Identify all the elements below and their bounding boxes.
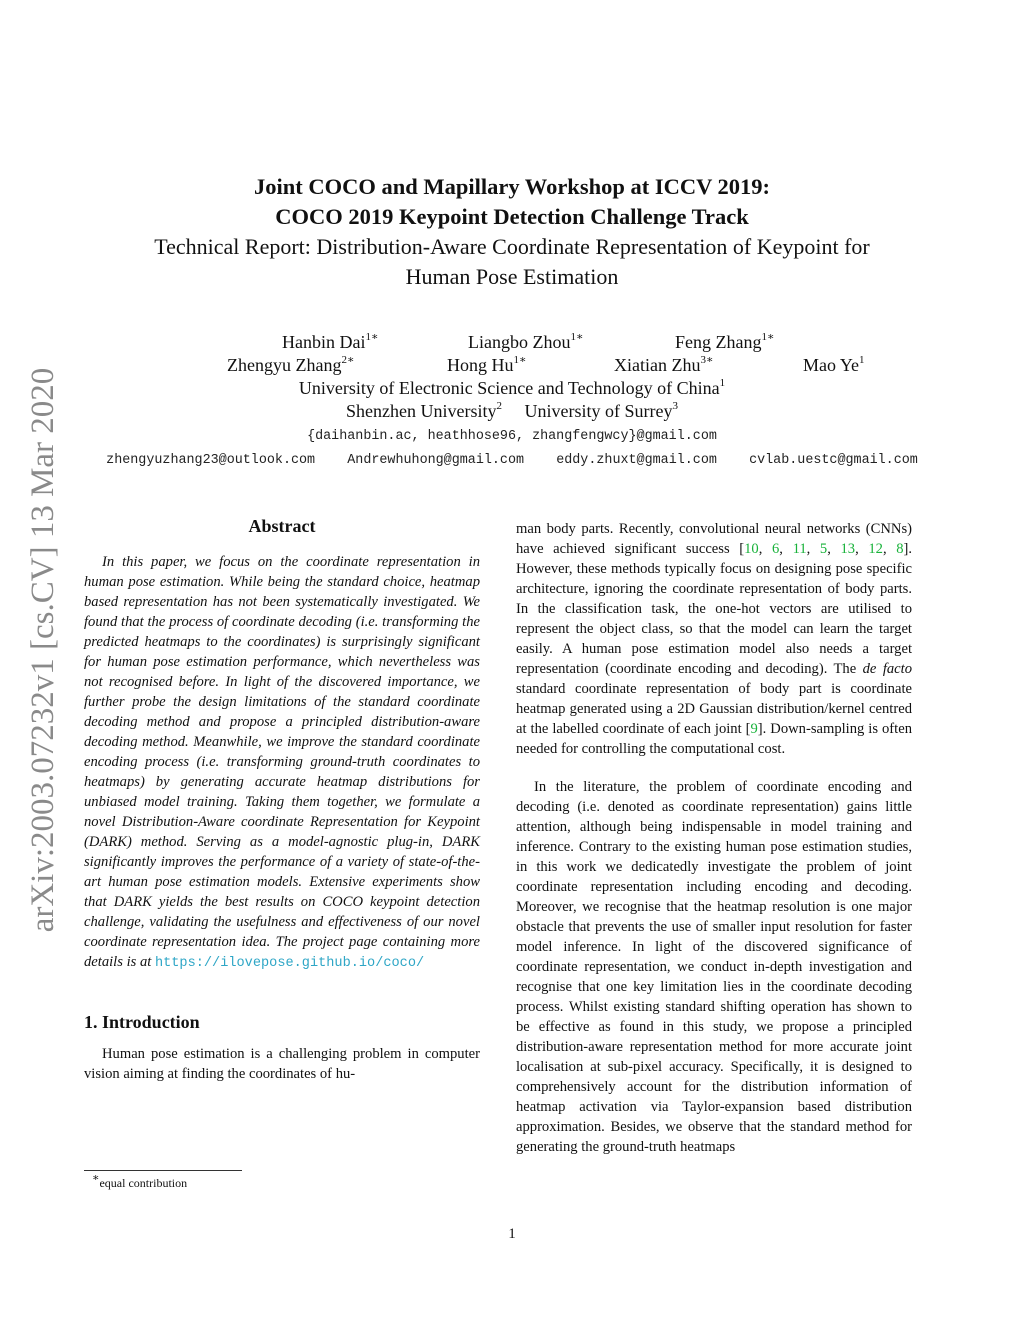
citation[interactable]: 9: [750, 721, 758, 737]
citation[interactable]: 5: [819, 541, 828, 557]
email: zhengyuzhang23@outlook.com: [106, 453, 316, 468]
left-column: [84, 516, 480, 1084]
literature-paragraph: In the literature, the problem of coordinate encoding and decoding (i.e. denoted as coordinate representation) gains little attention, although being indispensable in model training and inference. Contrary to the existing human pose estimation studies, in this work we dedicatedly investigate the problem of joint coordinate representation including encoding and decoding. Moreover, we recognise that the heatmap resolution is one major obstacle that prevents the use of smaller input resolution for faster model inference. In light of the discovered significance of coordinate representation, we conduct in-depth investigation and recognise that one key limitation lies in the coordinate decoding process. Whilst existing standard shifting operation has shown to be effective as found in this study, we propose a principled distribution-aware representation method for more accurate joint localisation at sub-pixel accuracy. Specifically, it is designed to comprehensively account for the distribution information of heatmap activation via Taylor-expansion based distribution approximation. Besides, we observe that the standard method for generating the ground-truth heatmaps: [516, 779, 912, 1155]
title-line-1: Joint COCO and Mapillary Workshop at ICCV 2019:: [253, 174, 771, 199]
subtitle-line-2: Human Pose Estimation: [405, 264, 619, 289]
title-line-2: COCO 2019 Keypoint Detection Challenge Track: [275, 204, 749, 229]
author-list: [0, 331, 1024, 377]
citation[interactable]: 12: [868, 541, 883, 557]
citation[interactable]: 13: [840, 541, 856, 557]
email: eddy.zhuxt@gmail.com: [556, 453, 717, 468]
email-line-2: [0, 453, 1024, 468]
citation[interactable]: 6: [772, 541, 780, 557]
email: Andrewhuhong@gmail.com: [347, 453, 525, 468]
project-link[interactable]: https://ilovepose.github.io/coco/: [154, 956, 425, 971]
author: Liangbo Zhou$^{1∗}$: [468, 331, 584, 352]
introduction-heading: 1. Introduction: [84, 1012, 200, 1032]
affiliation-line-1: University of Electronic Science and Technology of China$^1$: [298, 377, 726, 398]
arxiv-stamp: arXiv:2003.07232v1 [cs.CV] 13 Mar 2020: [25, 367, 61, 933]
email: cvlab.uestc@gmail.com: [749, 453, 918, 468]
author: Mao Ye$^1$: [803, 354, 865, 375]
citation[interactable]: 10: [744, 541, 759, 557]
author: Hong $Hu^{1∗}$: [447, 354, 527, 375]
footnote: ∗equal contribution: [92, 1172, 188, 1190]
footnote-rule: [84, 1170, 242, 1171]
affiliation-line-2: Shenzhen University$^2$ University of Surrey$^3$: [346, 400, 678, 421]
author: Zhengyu Zhang$^{2∗}$: [227, 354, 355, 375]
citation[interactable]: 8: [896, 541, 904, 557]
abstract-text: In this paper, we focus on the coordinate representation in human pose estimation. While being the standard choice, heatmap based representation has not been systematically investigated. We found that the process of coordinate decoding (i.e. transforming the predicted heatmaps to the coordinates) is surprisingly significant for human pose estimation performance, which nevertheless was not recognised before. In light of the discovered importance, we further probe the design limitations of the standard coordinate decoding method and propose a principled distribution-aware decoding method. Meanwhile, we improve the standard coordinate encoding process (i.e. transforming ground-truth coordinates to heatmaps) by generating accurate heatmap distributions for unbiased model training. Taking them together, we formulate a novel Distribution-Aware coordinate Representation for Keypoint (DARK) method. Serving as a model-agnostic plug-in, DARK significantly improves the performance of a variety of state-of-the-art human pose estimation models. Extensive experiments show that DARK yields the best results on COCO keypoint detection challenge, validating the usefulness and effectiveness of our novel coordinate representation idea. The project page containing more details is at: [84, 554, 480, 970]
abstract-body: [84, 552, 480, 974]
author: Xiatian Zhu$^{3∗}$: [614, 354, 714, 375]
email-line-1: {daihanbin.ac, heathhose96, zhangfengwcy}@gmail.com: [307, 429, 717, 444]
right-column: [516, 519, 912, 1157]
subtitle-line-1: Technical Report: Distribution-Aware Coordinate Representation of Keypoint for: [154, 234, 870, 259]
paper-title: [0, 172, 1024, 292]
page-number: 1: [508, 1226, 516, 1242]
citation[interactable]: 11: [792, 541, 807, 557]
abstract-heading: Abstract: [248, 516, 316, 536]
author: Feng Zhang$^{1∗}$: [675, 331, 775, 352]
introduction-paragraph: Human pose estimation is a challenging problem in computer vision aiming at finding the coordinates of hu-: [84, 1046, 480, 1082]
intro-paragraph-continued: man body parts. Recently, convolutional neural networks (CNNs) have achieved significant success [10, 6, 11, 5, 13, 12, 8]. However, these methods typically focus on designing pose specific architecture, ignoring the coordinate representation of body parts. In the classification task, the one-hot vectors are utilised to represent the object class, so that the model can learn the target easily. A human pose estimation model also needs a target representation (coordinate encoding and decoding). The de facto standard coordinate representation of body part is coordinate heatmap generated using a 2D Gaussian distribution/kernel centred at the labelled coordinate of each joint [9]. Down-sampling is often needed for controlling the computational cost.: [516, 521, 913, 757]
author: Hanbin Dai$^{1∗}$: [282, 331, 379, 352]
